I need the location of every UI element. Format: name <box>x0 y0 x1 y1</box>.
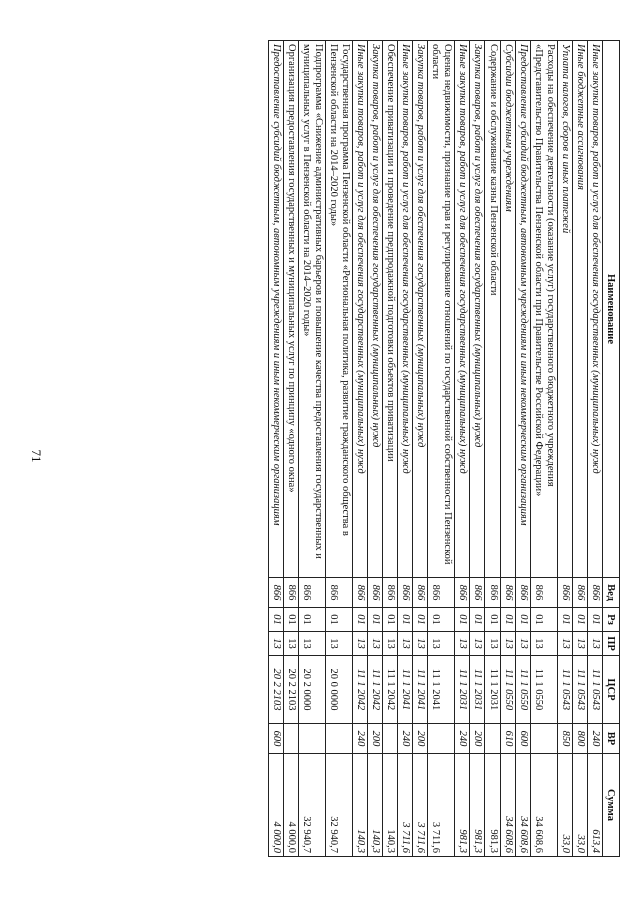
header-ved: Вед <box>603 578 620 608</box>
table-row <box>352 41 367 857</box>
cell-ved: 866 <box>515 578 530 608</box>
cell-pr: 13 <box>428 632 455 656</box>
cell-ved: 866 <box>572 578 587 608</box>
cell-name: Иные бюджетные ассигнования <box>572 41 587 578</box>
cell-ved: 866 <box>368 578 383 608</box>
cell-rz: 01 <box>413 608 428 632</box>
cell-csr: 11 1 2031 <box>470 656 485 724</box>
cell-vr <box>383 724 398 754</box>
cell-ved: 866 <box>455 578 470 608</box>
table-row <box>485 41 500 857</box>
cell-vr: 200 <box>413 724 428 754</box>
cell-rz: 01 <box>368 608 383 632</box>
cell-ved: 866 <box>325 578 352 608</box>
cell-name: Закупка товаров, работ и услуг для обеспечения государственных (муниципальных) нужд <box>470 41 485 578</box>
cell-name: Расходы на обеспечение деятельности (оказание услуг) государственного бюджетного учреждения «Представительство Правительства Пензенской области при Правительстве Российской Федерации» <box>530 41 557 578</box>
table-header-row <box>603 41 620 857</box>
cell-csr: 11 1 0550 <box>530 656 557 724</box>
header-name: Наименование <box>603 41 620 578</box>
cell-ved: 866 <box>587 578 602 608</box>
cell-vr: 200 <box>368 724 383 754</box>
table-row <box>530 41 557 857</box>
cell-csr: 11 1 2041 <box>398 656 413 724</box>
cell-name: Иные закупки товаров, работ и услуг для обеспечения государственных (муниципальных) нужд <box>398 41 413 578</box>
table-row <box>557 41 572 857</box>
cell-ved: 866 <box>428 578 455 608</box>
cell-name: Закупка товаров, работ и услуг для обеспечения государственных (муниципальных) нужд <box>413 41 428 578</box>
table-row <box>413 41 428 857</box>
header-csr: ЦСР <box>603 656 620 724</box>
cell-csr: 11 1 0543 <box>572 656 587 724</box>
cell-name: Предоставление субсидий бюджетным, автономным учреждениям и иным некоммерческим организациям <box>515 41 530 578</box>
cell-pr: 13 <box>413 632 428 656</box>
cell-ved: 866 <box>398 578 413 608</box>
cell-sum: 34 608,6 <box>515 754 530 857</box>
cell-sum: 4 000,0 <box>283 754 298 857</box>
cell-pr: 13 <box>515 632 530 656</box>
header-vr: ВР <box>603 724 620 754</box>
cell-csr: 11 1 0550 <box>515 656 530 724</box>
cell-csr: 11 1 2041 <box>413 656 428 724</box>
cell-vr <box>530 724 557 754</box>
header-rz: Рз <box>603 608 620 632</box>
cell-sum: 140,3 <box>383 754 398 857</box>
cell-csr: 11 1 0543 <box>557 656 572 724</box>
cell-csr: 11 1 2042 <box>368 656 383 724</box>
cell-vr: 200 <box>470 724 485 754</box>
cell-pr: 13 <box>587 632 602 656</box>
cell-pr: 13 <box>470 632 485 656</box>
cell-name: Закупка товаров, работ и услуг для обеспечения государственных (муниципальных) нужд <box>368 41 383 578</box>
budget-table-wrapper <box>82 40 620 856</box>
cell-csr: 11 1 0550 <box>500 656 515 724</box>
cell-vr: 850 <box>557 724 572 754</box>
cell-sum: 981,3 <box>470 754 485 857</box>
cell-csr: 11 1 2031 <box>485 656 500 724</box>
cell-ved: 866 <box>413 578 428 608</box>
cell-pr: 13 <box>368 632 383 656</box>
cell-rz: 01 <box>500 608 515 632</box>
cell-name: Обеспечение приватизации и проведение предпродажной подготовки объектов приватизации <box>383 41 398 578</box>
cell-csr: 11 1 2031 <box>455 656 470 724</box>
cell-sum: 3 711,6 <box>428 754 455 857</box>
table-row <box>587 41 602 857</box>
page-number: 71 <box>29 449 44 463</box>
cell-csr: 20 2 2103 <box>268 656 283 724</box>
cell-sum: 3 711,6 <box>413 754 428 857</box>
cell-name: Подпрограмма «Снижение административных барьеров и повышение качества предоставления государственных и муниципальных услуг в Пензенской области на 2014–2020 годы» <box>298 41 325 578</box>
cell-pr: 13 <box>572 632 587 656</box>
cell-vr: 240 <box>398 724 413 754</box>
cell-csr: 11 1 2042 <box>383 656 398 724</box>
cell-rz: 01 <box>485 608 500 632</box>
cell-pr: 13 <box>500 632 515 656</box>
cell-vr: 800 <box>572 724 587 754</box>
cell-vr <box>485 724 500 754</box>
cell-vr <box>325 724 352 754</box>
cell-rz: 01 <box>428 608 455 632</box>
cell-rz: 01 <box>383 608 398 632</box>
cell-rz: 01 <box>470 608 485 632</box>
cell-sum: 140,3 <box>368 754 383 857</box>
cell-vr: 240 <box>352 724 367 754</box>
table-row <box>298 41 325 857</box>
table-row <box>428 41 455 857</box>
cell-sum: 34 608,6 <box>530 754 557 857</box>
table-row <box>283 41 298 857</box>
table-row <box>368 41 383 857</box>
cell-ved: 866 <box>470 578 485 608</box>
cell-vr: 240 <box>455 724 470 754</box>
cell-sum: 4 000,0 <box>268 754 283 857</box>
cell-ved: 866 <box>557 578 572 608</box>
cell-pr: 13 <box>485 632 500 656</box>
cell-ved: 866 <box>383 578 398 608</box>
table-body <box>268 41 602 857</box>
cell-csr: 20 0 0000 <box>325 656 352 724</box>
table-row <box>398 41 413 857</box>
cell-pr: 13 <box>383 632 398 656</box>
cell-vr: 600 <box>268 724 283 754</box>
cell-csr: 20 2 0000 <box>298 656 325 724</box>
cell-name: Уплата налогов, сборов и иных платежей <box>557 41 572 578</box>
cell-vr: 610 <box>500 724 515 754</box>
cell-sum: 33,0 <box>557 754 572 857</box>
cell-vr: 600 <box>515 724 530 754</box>
cell-sum: 32 940,7 <box>298 754 325 857</box>
cell-name: Иные закупки товаров, работ и услуг для обеспечения государственных (муниципальных) нужд <box>352 41 367 578</box>
cell-pr: 13 <box>298 632 325 656</box>
cell-sum: 3 711,6 <box>398 754 413 857</box>
header-pr: ПР <box>603 632 620 656</box>
cell-rz: 01 <box>455 608 470 632</box>
cell-sum: 140,3 <box>352 754 367 857</box>
cell-sum: 613,4 <box>587 754 602 857</box>
cell-ved: 866 <box>500 578 515 608</box>
cell-vr <box>428 724 455 754</box>
cell-rz: 01 <box>398 608 413 632</box>
cell-rz: 01 <box>515 608 530 632</box>
cell-ved: 866 <box>530 578 557 608</box>
cell-rz: 01 <box>325 608 352 632</box>
cell-sum: 34 608,6 <box>500 754 515 857</box>
cell-pr: 13 <box>398 632 413 656</box>
cell-name: Организация предоставления государственных и муниципальных услуг по принципу «одного окна» <box>283 41 298 578</box>
cell-ved: 866 <box>485 578 500 608</box>
cell-ved: 866 <box>283 578 298 608</box>
table-row <box>268 41 283 857</box>
cell-pr: 13 <box>325 632 352 656</box>
cell-csr: 20 2 2103 <box>283 656 298 724</box>
table-row <box>500 41 515 857</box>
cell-vr <box>283 724 298 754</box>
header-sum: Сумма <box>603 754 620 857</box>
cell-name: Предоставление субсидий бюджетным, автономным учреждениям и иным некоммерческим организациям <box>268 41 283 578</box>
cell-vr <box>298 724 325 754</box>
cell-pr: 13 <box>455 632 470 656</box>
cell-pr: 13 <box>352 632 367 656</box>
cell-sum: 33,0 <box>572 754 587 857</box>
cell-rz: 01 <box>283 608 298 632</box>
cell-sum: 981,3 <box>455 754 470 857</box>
cell-name: Субсидии бюджетным учреждениям <box>500 41 515 578</box>
table-row <box>572 41 587 857</box>
cell-rz: 01 <box>530 608 557 632</box>
table-row <box>383 41 398 857</box>
cell-csr: 11 1 2042 <box>352 656 367 724</box>
cell-csr: 11 1 0543 <box>587 656 602 724</box>
cell-csr: 11 1 2041 <box>428 656 455 724</box>
cell-rz: 01 <box>587 608 602 632</box>
cell-pr: 13 <box>283 632 298 656</box>
cell-rz: 01 <box>268 608 283 632</box>
rotated-page-area <box>82 40 620 856</box>
cell-ved: 866 <box>268 578 283 608</box>
table-row <box>515 41 530 857</box>
table-row <box>325 41 352 857</box>
cell-pr: 13 <box>530 632 557 656</box>
cell-sum: 981,3 <box>485 754 500 857</box>
cell-name: Оценка недвижимости, признание прав и регулирование отношений по государственной собственности Пензенской области <box>428 41 455 578</box>
cell-ved: 866 <box>298 578 325 608</box>
cell-name: Содержание и обслуживание казны Пензенской области <box>485 41 500 578</box>
cell-rz: 01 <box>557 608 572 632</box>
table-row <box>455 41 470 857</box>
cell-name: Иные закупки товаров, работ и услуг для обеспечения государственных (муниципальных) нужд <box>587 41 602 578</box>
cell-name: Государственная программа Пензенской области «Региональная политика, развитие гражданского общества в Пензенской области на 2014–2020 годы» <box>325 41 352 578</box>
cell-vr: 240 <box>587 724 602 754</box>
cell-pr: 13 <box>557 632 572 656</box>
cell-pr: 13 <box>268 632 283 656</box>
budget-table <box>268 40 620 857</box>
cell-sum: 32 940,7 <box>325 754 352 857</box>
cell-rz: 01 <box>572 608 587 632</box>
table-row <box>470 41 485 857</box>
cell-name: Иные закупки товаров, работ и услуг для обеспечения государственных (муниципальных) нужд <box>455 41 470 578</box>
cell-rz: 01 <box>298 608 325 632</box>
cell-rz: 01 <box>352 608 367 632</box>
cell-ved: 866 <box>352 578 367 608</box>
